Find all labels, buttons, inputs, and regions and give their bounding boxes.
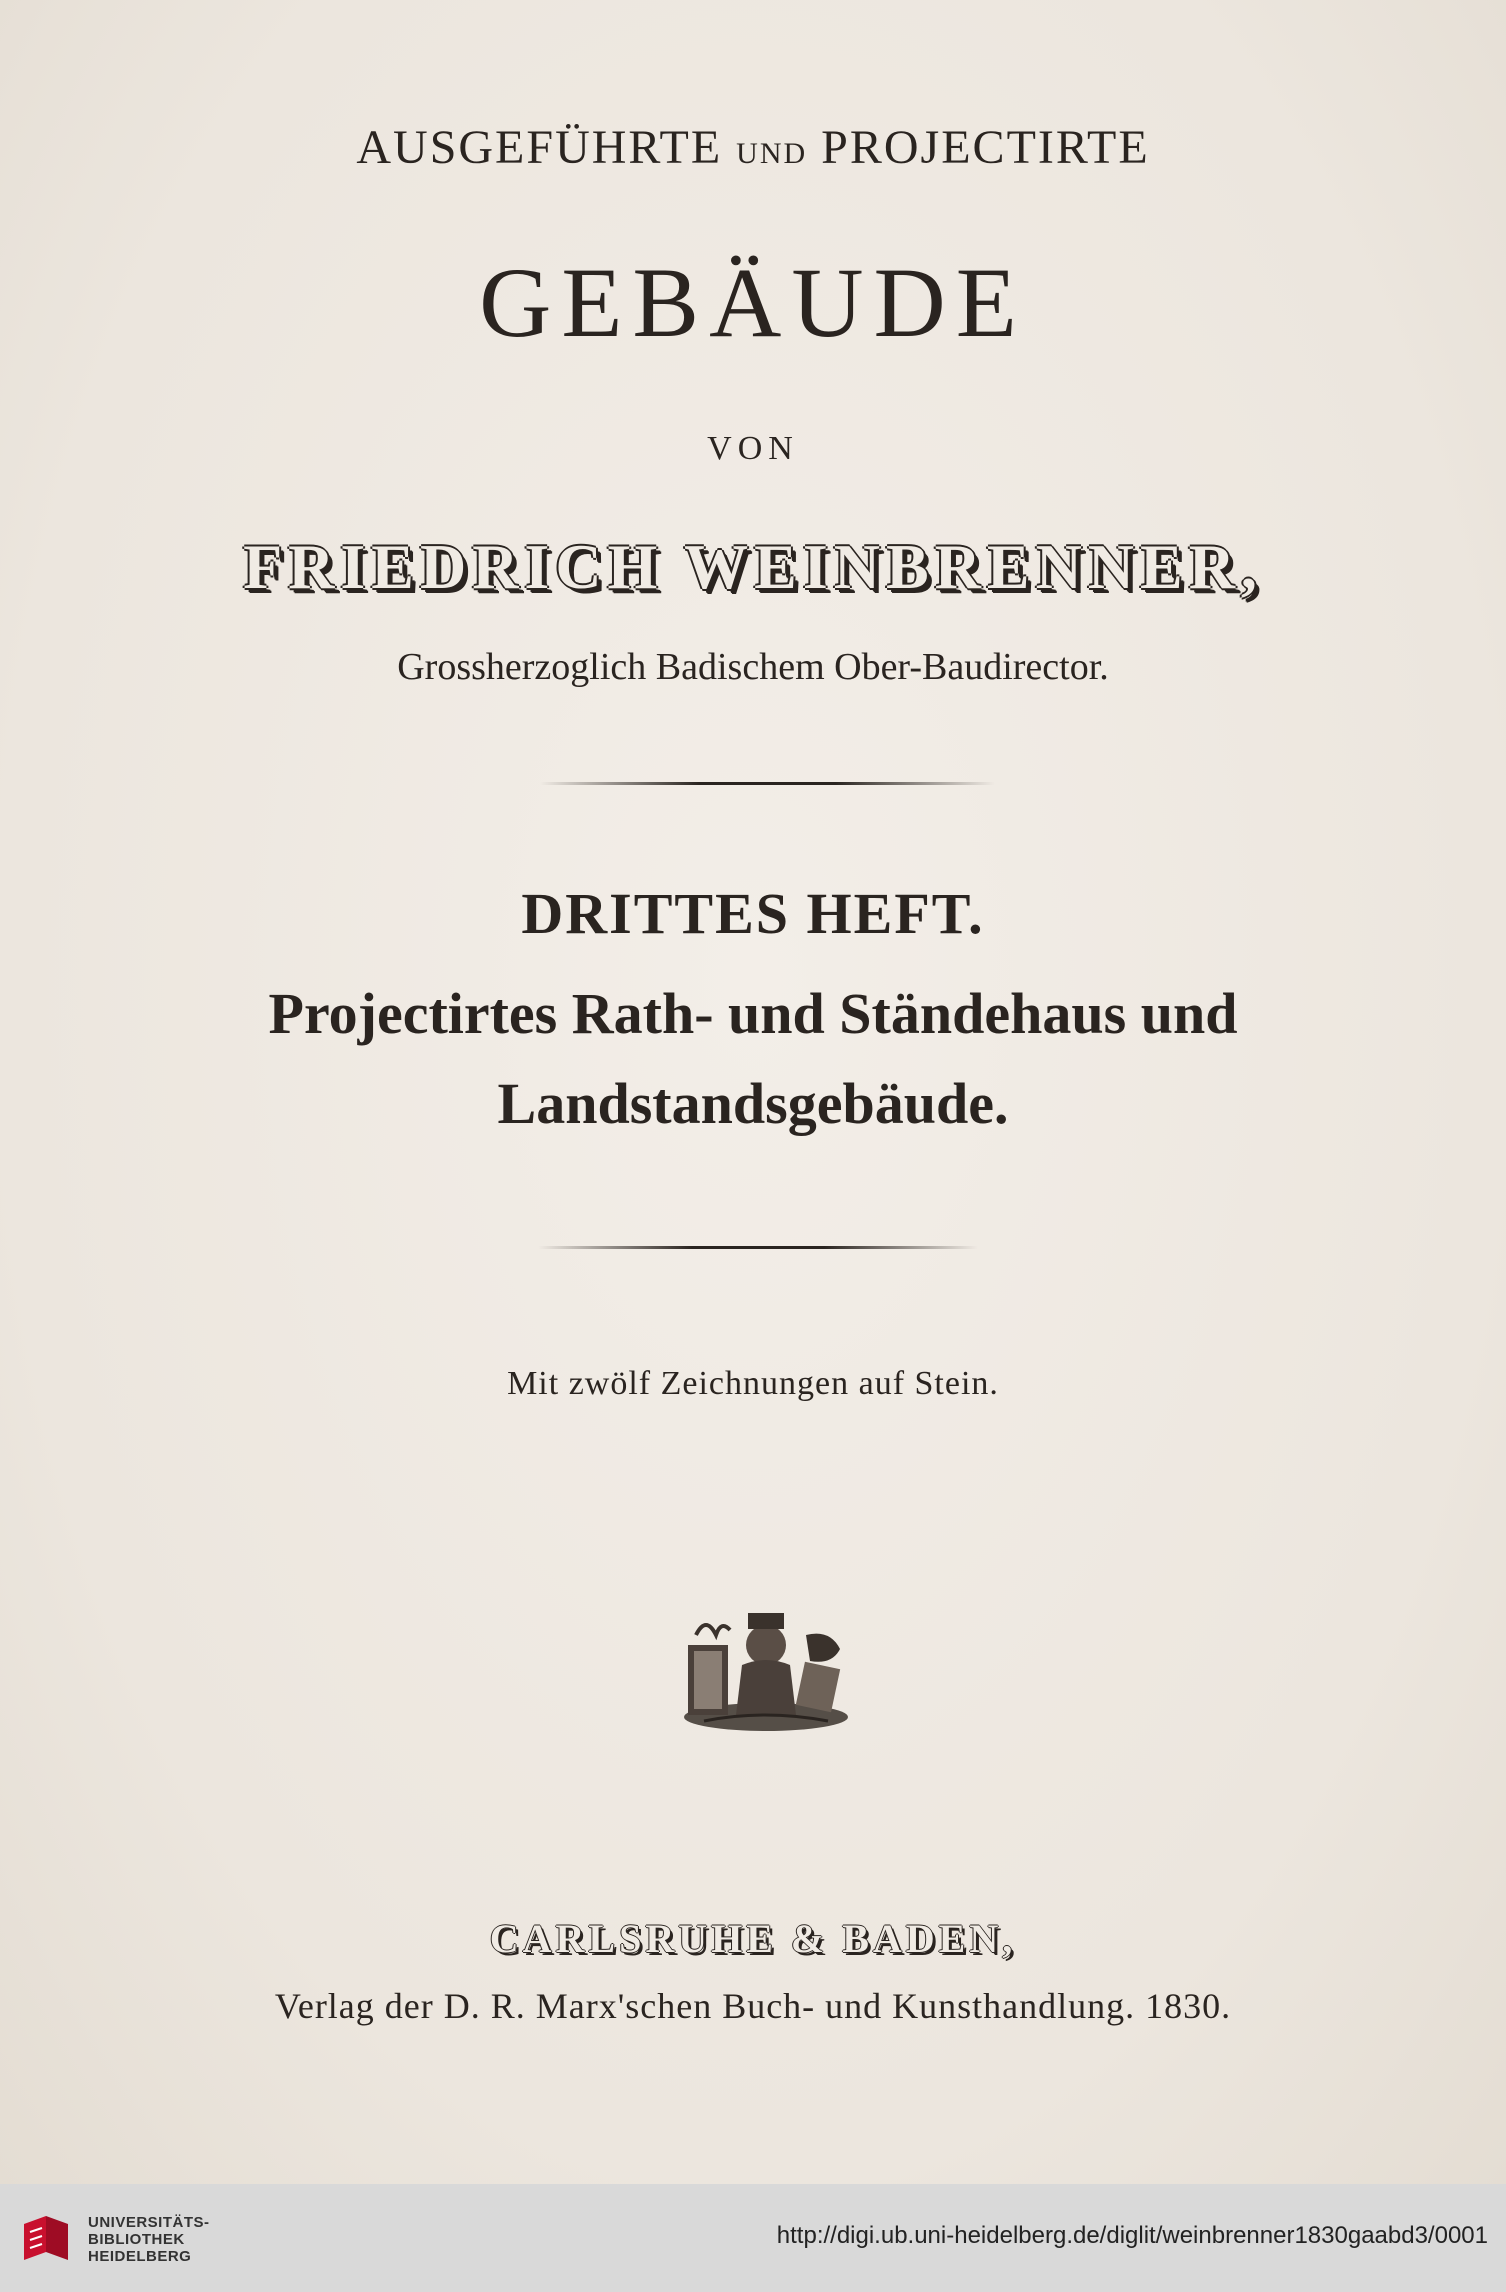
library-name-line-3: HEIDELBERG bbox=[88, 2248, 192, 2265]
library-logo-icon[interactable] bbox=[16, 2210, 74, 2268]
part-heading: DRITTES HEFT. bbox=[521, 881, 985, 946]
place-of-publication: CARLSRUHE & BADEN, bbox=[489, 1916, 1017, 1961]
subject-line-1: Projectirtes Rath- und Ständehaus und bbox=[268, 981, 1238, 1046]
publisher-line: Verlag der D. R. Marx'schen Buch- und Kunsthandlung. 1830. bbox=[274, 1986, 1232, 2026]
title-word-projectirte: PROJECTIRTE bbox=[821, 121, 1150, 174]
author-title: Grossherzoglich Badischem Ober-Baudirector. bbox=[397, 646, 1109, 688]
subject-line-2: Landstandsgebäude. bbox=[497, 1071, 1009, 1136]
title-word-und: UND bbox=[736, 137, 808, 170]
main-title: GEBÄUDE bbox=[479, 247, 1027, 358]
title-line-1 bbox=[0, 120, 1506, 175]
library-footer-bar bbox=[0, 2184, 1506, 2292]
library-name-line-1: UNIVERSITÄTS- bbox=[88, 2214, 210, 2231]
printer-vignette-image bbox=[676, 1605, 856, 1735]
illustrations-note: Mit zwölf Zeichnungen auf Stein. bbox=[507, 1365, 999, 1402]
divider-rule-1 bbox=[540, 782, 995, 785]
library-name-line-2: BIBLIOTHEK bbox=[88, 2231, 185, 2248]
divider-rule-2 bbox=[538, 1246, 978, 1249]
by-line: VON bbox=[707, 430, 799, 467]
library-name[interactable] bbox=[88, 2214, 210, 2265]
title-word-ausgefuehrte: AUSGEFÜHRTE bbox=[356, 121, 723, 174]
author-name: FRIEDRICH WEINBRENNER, bbox=[243, 531, 1263, 602]
permalink-url[interactable]: http://digi.ub.uni-heidelberg.de/diglit/weinbrenner1830gaabd3/0001 bbox=[776, 2222, 1488, 2249]
